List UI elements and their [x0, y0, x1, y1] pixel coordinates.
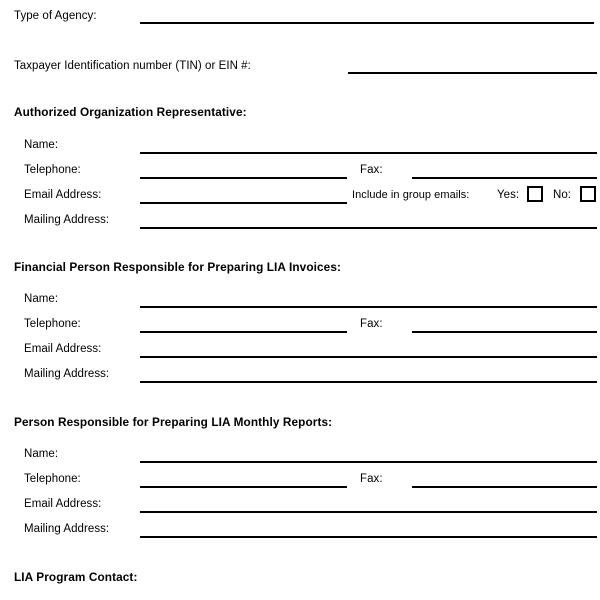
s3-fax-input[interactable] — [412, 486, 597, 488]
s3-email-input[interactable] — [140, 511, 597, 513]
section-heading-lia-program-contact: LIA Program Contact: — [14, 570, 138, 584]
type-of-agency-label: Type of Agency: — [14, 10, 97, 22]
s1-email-label: Email Address: — [24, 189, 102, 201]
s1-name-input[interactable] — [140, 152, 597, 154]
type-of-agency-input[interactable] — [140, 22, 594, 24]
s1-fax-label: Fax: — [360, 164, 383, 176]
s2-mailing-input[interactable] — [140, 381, 597, 383]
section-heading-authorized-representative: Authorized Organization Representative: — [14, 105, 247, 119]
s2-name-input[interactable] — [140, 306, 597, 308]
s1-group-emails-no-checkbox[interactable] — [580, 186, 596, 202]
s1-name-label: Name: — [24, 139, 59, 151]
s2-fax-input[interactable] — [412, 331, 597, 333]
s3-name-label: Name: — [24, 448, 59, 460]
s3-mailing-input[interactable] — [140, 536, 597, 538]
s1-mailing-label: Mailing Address: — [24, 214, 110, 226]
section-heading-monthly-reports-person: Person Responsible for Preparing LIA Monthly Reports: — [14, 415, 333, 429]
s2-telephone-label: Telephone: — [24, 318, 81, 330]
s3-name-input[interactable] — [140, 461, 597, 463]
s3-telephone-label: Telephone: — [24, 473, 81, 485]
s2-telephone-input[interactable] — [140, 331, 347, 333]
s1-group-emails-yes-label: Yes: — [497, 189, 520, 201]
section-heading-financial-person: Financial Person Responsible for Preparing LIA Invoices: — [14, 260, 342, 274]
s1-telephone-input[interactable] — [140, 177, 347, 179]
s1-telephone-label: Telephone: — [24, 164, 81, 176]
tin-ein-label: Taxpayer Identification number (TIN) or EIN #: — [14, 60, 251, 72]
s1-mailing-input[interactable] — [140, 227, 597, 229]
s2-name-label: Name: — [24, 293, 59, 305]
s3-mailing-label: Mailing Address: — [24, 523, 110, 535]
s2-mailing-label: Mailing Address: — [24, 368, 110, 380]
s1-group-emails-prompt: Include in group emails: — [352, 189, 470, 201]
s1-email-input[interactable] — [140, 202, 347, 204]
s1-group-emails-no-label: No: — [553, 189, 572, 201]
s3-fax-label: Fax: — [360, 473, 383, 485]
s1-group-emails-yes-checkbox[interactable] — [527, 186, 543, 202]
s3-telephone-input[interactable] — [140, 486, 347, 488]
s1-fax-input[interactable] — [412, 177, 597, 179]
tin-ein-input[interactable] — [348, 72, 597, 74]
s3-email-label: Email Address: — [24, 498, 102, 510]
s2-email-input[interactable] — [140, 356, 597, 358]
s2-email-label: Email Address: — [24, 343, 102, 355]
s2-fax-label: Fax: — [360, 318, 383, 330]
